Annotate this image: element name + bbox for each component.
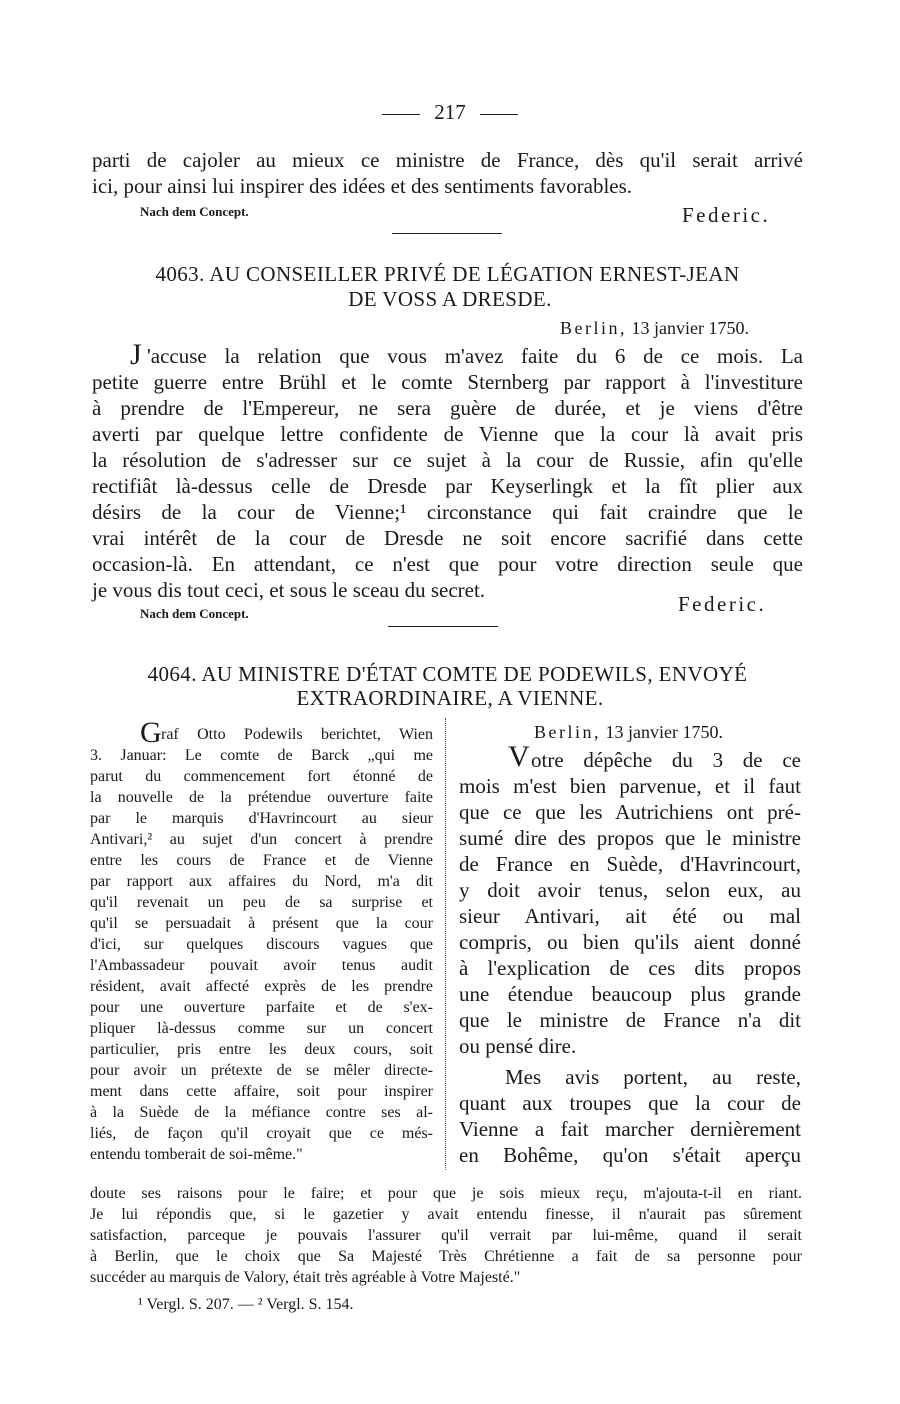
source-note: Nach dem Concept. — [140, 606, 249, 621]
signature: Federic. — [678, 592, 767, 616]
letter-line: sumé dire des propos que le ministre — [459, 826, 801, 850]
header-dash-left — [382, 114, 420, 115]
column-separator — [445, 718, 446, 1170]
date-place: Berlin, — [534, 722, 601, 742]
letter-line: y doit avoir tenus, selon eux, au — [459, 878, 801, 902]
report-continuation-line: satisfaction, parceque je pouvais l'assurer qu'il verrait par lui-même, quand il serait — [90, 1227, 802, 1244]
report-line: pour avoir un prétexte de se mêler directe- — [90, 1062, 433, 1079]
carryover-line: parti de cajoler au mieux ce ministre de France, dès qu'il serait arrivé — [92, 148, 803, 172]
letter-heading: DE VOSS A DRESDE. — [348, 287, 552, 311]
letter-line: otre dépêche du 3 de ce — [531, 748, 801, 772]
report-line: parut du commencement fort étonné de — [90, 768, 433, 785]
body-line: 'accuse la relation que vous m'avez faite du 6 de ce mois. La — [147, 344, 803, 368]
header-dash-right — [480, 114, 518, 115]
report-line: qu'il revenait un peu de sa surprise et — [90, 894, 433, 911]
letter-line: quant aux troupes que la cour de — [459, 1091, 801, 1115]
report-line: la nouvelle de la prétendue ouverture faite — [90, 789, 433, 806]
letter-line: mois m'est bien parvenue, et il faut — [459, 774, 801, 798]
report-continuation-line: doute ses raisons pour le faire; et pour que je sois mieux reçu, m'ajouta-t-il en riant. — [90, 1185, 802, 1202]
letter-line: Mes avis portent, au reste, — [505, 1065, 801, 1089]
letter-line: sieur Antivari, ait été ou mal — [459, 904, 801, 928]
letter-line: Vienne a fait marcher dernièrement — [459, 1117, 801, 1141]
body-line: à prendre de l'Empereur, ne sera guère de durée, et je viens d'être — [92, 396, 803, 420]
body-line: occasion-là. En attendant, ce n'est que pour votre direction seule que — [92, 552, 803, 576]
report-line: raf Otto Podewils berichtet, Wien — [161, 726, 433, 743]
date-text: 13 janvier 1750. — [631, 318, 749, 338]
body-line: rectifiât là-dessus celle de Dresde par Keyserlingk et la fît plier aux — [92, 474, 803, 498]
drop-cap: G — [140, 716, 162, 749]
report-line: à la Suède de la méfiance contre ses al- — [90, 1104, 433, 1121]
report-line: par le marquis d'Havrincourt au sieur — [90, 810, 433, 827]
body-line: vrai intérêt de la cour de Dresde ne soit encore sacrifié dans cette — [92, 526, 803, 550]
letter-line: à l'explication de ces dits propos — [459, 956, 801, 980]
dateline — [560, 318, 749, 339]
letter-line: compris, ou bien qu'ils aient donné — [459, 930, 801, 954]
report-line: 3. Januar: Le comte de Barck „qui me — [90, 747, 433, 764]
report-line: entre les cours de France et de Vienne — [90, 852, 433, 869]
letter-line: de France en Suède, d'Havrincourt, — [459, 852, 801, 876]
letter-heading: 4063. AU CONSEILLER PRIVÉ DE LÉGATION ERNEST-JEAN — [155, 262, 740, 286]
drop-cap: J — [130, 338, 142, 371]
source-note: Nach dem Concept. — [140, 204, 249, 219]
letter-line: que le ministre de France n'a dit — [459, 1008, 801, 1032]
carryover-line: ici, pour ainsi lui inspirer des idées et des sentiments favorables. — [92, 174, 633, 198]
report-line: résident, avait affecté exprès de les prendre — [90, 978, 433, 995]
section-rule — [388, 626, 498, 627]
report-continuation-line: succéder au marquis de Valory, était très agréable à Votre Majesté." — [90, 1269, 521, 1286]
report-line: l'Ambassadeur pouvait avoir tenus audit — [90, 957, 433, 974]
signature: Federic. — [682, 203, 771, 227]
date-place: Berlin, — [560, 318, 627, 338]
body-line: la résolution de s'adresser sur ce sujet à la cour de Russie, afin qu'elle — [92, 448, 803, 472]
letter-heading: EXTRAORDINAIRE, A VIENNE. — [296, 686, 604, 710]
report-line: par rapport aux affaires du Nord, m'a dit — [90, 873, 433, 890]
report-line: particulier, pris entre les deux cours, soit — [90, 1041, 433, 1058]
report-line: Antivari,² au sujet d'un concert à prendre — [90, 831, 433, 848]
date-text: 13 janvier 1750. — [605, 722, 723, 742]
page-header — [0, 100, 900, 125]
letter-line: que ce que les Autrichiens ont pré- — [459, 800, 801, 824]
report-line: d'ici, sur quelques discours vagues que — [90, 936, 433, 953]
letter-line: ou pensé dire. — [459, 1034, 577, 1058]
drop-cap: V — [508, 740, 530, 773]
report-line: liés, de façon qu'il croyait que ce més- — [90, 1125, 433, 1142]
report-line: entendu tomberait de soi-même." — [90, 1146, 303, 1163]
section-rule — [392, 233, 502, 234]
report-line: pliquer là-dessus comme sur un concert — [90, 1020, 433, 1037]
report-continuation-line: Je lui répondis que, si le gazetier y avait entendu finesse, il n'aurait pas sûrement — [90, 1206, 802, 1223]
letter-heading: 4064. AU MINISTRE D'ÉTAT COMTE DE PODEWILS, ENVOYÉ — [147, 662, 748, 686]
report-line: ment dans cette affaire, soit pour inspirer — [90, 1083, 433, 1100]
page-number: 217 — [434, 100, 466, 124]
dateline — [534, 722, 723, 743]
body-line: petite guerre entre Brühl et le comte Sternberg par rapport à l'investiture — [92, 370, 803, 394]
body-line: averti par quelque lettre confidente de Vienne que la cour là avait pris — [92, 422, 803, 446]
report-continuation-line: à Berlin, que le choix que Sa Majesté Très Chrétienne a fait de sa personne pour — [90, 1248, 802, 1265]
body-line: je vous dis tout ceci, et sous le sceau du secret. — [92, 578, 486, 602]
body-line: désirs de la cour de Vienne;¹ circonstance qui fait craindre que le — [92, 500, 803, 524]
letter-line: en Bohême, qu'on s'était aperçu — [459, 1143, 801, 1167]
footnotes: ¹ Vergl. S. 207. — ² Vergl. S. 154. — [138, 1296, 354, 1313]
report-line: qu'il se persuadait à présent que la cour — [90, 915, 433, 932]
letter-line: une étendue beaucoup plus grande — [459, 982, 801, 1006]
report-line: pour une ouverture parfaite et de s'ex- — [90, 999, 433, 1016]
